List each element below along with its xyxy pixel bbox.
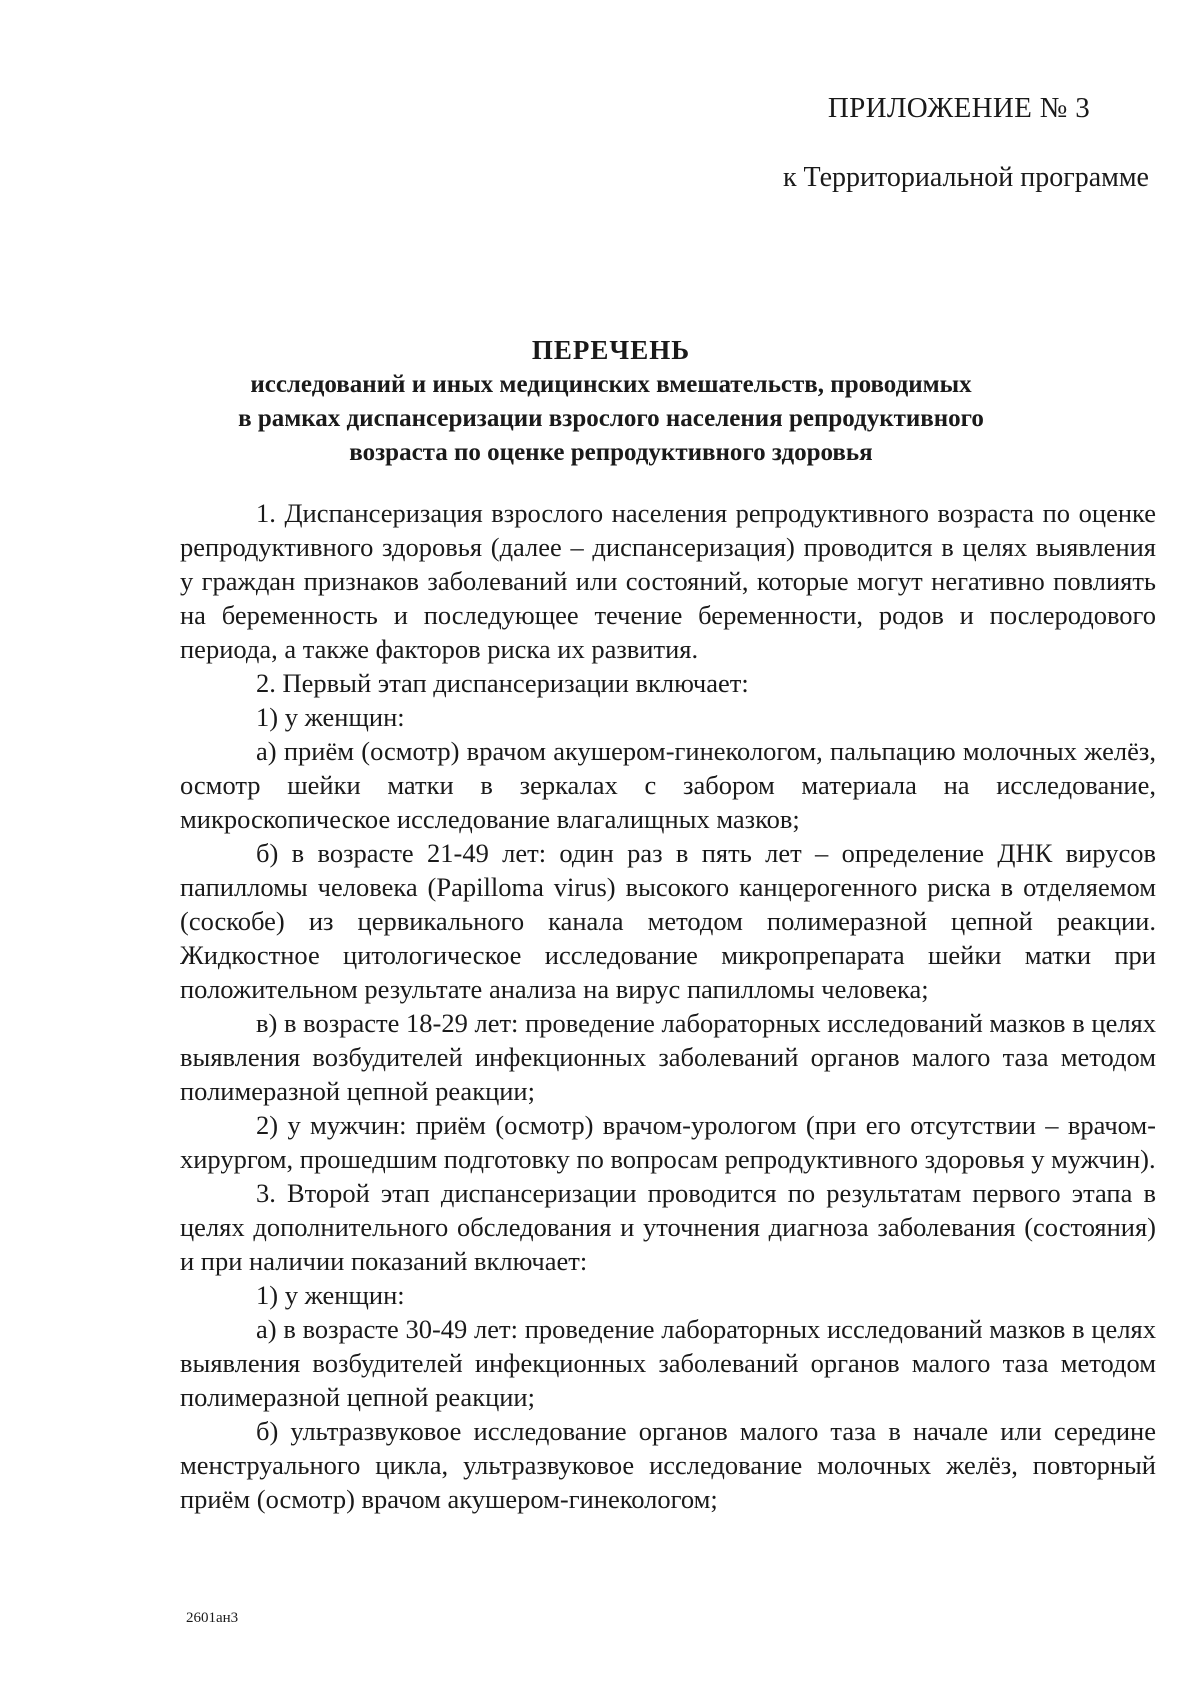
document-code: 2601ан3	[186, 1610, 239, 1626]
paragraph-1-purpose: 1. Диспансеризация взрослого населения репродуктивного возраста по оценке репродуктивного здоровья (далее – диспансеризация) проводится в целях выявления у граждан признаков заболеваний или состояний, которые могут негативно повлиять на беременность и последующее течение беременности, родов и послеродового периода, а также факторов риска их развития.	[180, 498, 1156, 664]
appendix-reference: к Территориальной программе	[782, 162, 1149, 193]
first-stage-women: 1) у женщин:	[256, 702, 405, 732]
document-body	[180, 496, 1156, 1516]
first-stage-women-item-v: в) в возрасте 18-29 лет: проведение лабораторных исследований мазков в целях выявления возбудителей инфекционных заболеваний органов малого таза методом полимеразной цепной реакции;	[180, 1008, 1156, 1106]
document-subtitle-line: возраста по оценке репродуктивного здоровья	[349, 439, 873, 466]
paragraph-3-second-stage: 3. Второй этап диспансеризации проводится по результатам первого этапа в целях дополнительного обследования и уточнения диагноза заболевания (состояния) и при наличии показаний включает:	[180, 1178, 1156, 1276]
document-title-block	[180, 332, 1042, 470]
paragraph-2-first-stage: 2. Первый этап диспансеризации включает:	[256, 668, 749, 698]
second-stage-women: 1) у женщин:	[256, 1280, 405, 1310]
document-title: ПЕРЕЧЕНЬ	[531, 335, 691, 365]
first-stage-men: 2) у мужчин: приём (осмотр) врачом-урологом (при его отсутствии – врачом-хирургом, прошедшим подготовку по вопросам репродуктивного здоровья у мужчин).	[180, 1110, 1156, 1174]
second-stage-women-item-b: б) ультразвуковое исследование органов малого таза в начале или середине менструального цикла, ультразвуковое исследование молочных желёз, повторный приём (осмотр) врачом акушером-гинекологом;	[180, 1416, 1156, 1514]
second-stage-women-item-a: а) в возрасте 30-49 лет: проведение лабораторных исследований мазков в целях выявления возбудителей инфекционных заболеваний органов малого таза методом полимеразной цепной реакции;	[180, 1314, 1156, 1412]
appendix-number: ПРИЛОЖЕНИЕ № 3	[827, 92, 1090, 124]
first-stage-women-item-a: а) приём (осмотр) врачом акушером-гинекологом, пальпацию молочных желёз, осмотр шейки матки в зеркалах с забором материала на исследование, микроскопическое исследование влагалищных мазков;	[180, 736, 1156, 834]
document-subtitle-line: исследований и иных медицинских вмешательств, проводимых	[250, 371, 972, 398]
first-stage-women-item-b: б) в возрасте 21-49 лет: один раз в пять лет – определение ДНК вирусов папилломы человека (Papilloma virus) высокого канцерогенного риска в отделяемом (соскобе) из цервикального канала методом полимеразной цепной реакции. Жидкостное цитологическое исследование микропрепарата шейки матки при положительном результате анализа на вирус папилломы человека;	[180, 838, 1156, 1004]
document-subtitle-line: в рамках диспансеризации взрослого населения репродуктивного	[238, 405, 984, 432]
